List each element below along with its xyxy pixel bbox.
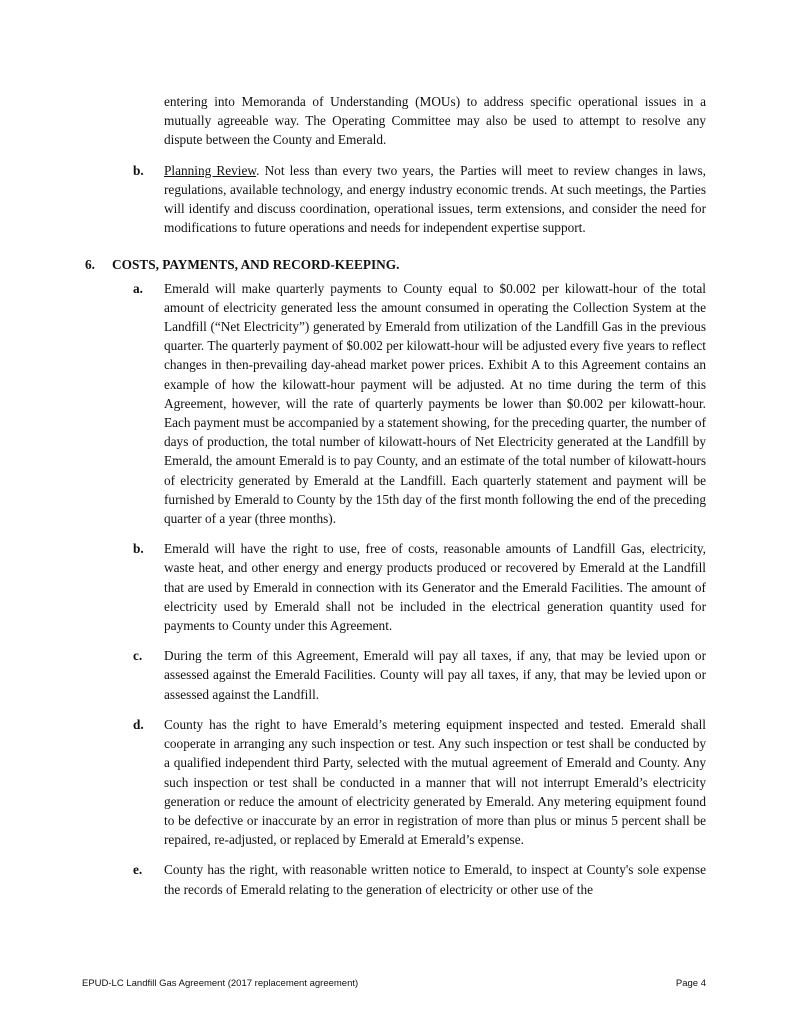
footer-title: EPUD-LC Landfill Gas Agreement (2017 replacement agreement) xyxy=(82,978,359,989)
item-text: . Not less than every two years, the Parties will meet to review changes in laws, regulations, available technology, and energy industry economic trends. At such meetings, the Parties will identify and discuss coordination, operational issues, term extensions, and consider the need for modifications to future operations and needs for independent expertise support. xyxy=(164,162,706,236)
section-number: 6. xyxy=(85,257,95,273)
section-6d xyxy=(133,715,706,849)
item-text: Emerald will have the right to use, free of costs, reasonable amounts of Landfill Gas, electricity, waste heat, and other energy and energy products produced or recovered by Emerald at the Landfill that are used by Emerald in connection with its Generator and the Emerald Facilities. The amount of electricity used by Emerald shall not be included in the electrical generation quantity used for payments to County under this Agreement. xyxy=(164,541,706,634)
item-title: Planning Review xyxy=(164,162,257,178)
item-text: County has the right, with reasonable written notice to Emerald, to inspect at County's sole expense the records of Emerald relating to the generation of electricity or other use of the xyxy=(164,862,706,897)
item-text: Emerald will make quarterly payments to County equal to $0.002 per kilowatt-hour of the total amount of electricity generated less the amount consumed in operating the Collection System at the Landfill (“Net Electricity”) generated by Emerald from utilization of the Landfill Gas in the previous quarter. The quarterly payment of $0.002 per kilowatt-hour will be adjusted every five years to reflect changes in then-prevailing day-ahead market power prices. Exhibit A to this Agreement contains an example of how the kilowatt-hour payment will be adjusted. At no time during the term of this Agreement, however, will the rate of quarterly payments be lower than $0.002 per kilowatt-hour. Each payment must be accompanied by a statement showing, for the preceding quarter, the number of days of production, the total number of kilowatt-hours of Net Electricity generated at the Landfill by Emerald, the amount Emerald is to pay County, and an estimate of the total number of kilowatt-hours of electricity generated by Emerald at the Landfill. Each quarterly statement and payment will be furnished by Emerald to County by the 15th day of the first month following the end of the preceding quarter of a year (three months). xyxy=(164,280,706,527)
item-label: a. xyxy=(133,280,143,296)
item-label: e. xyxy=(133,862,143,878)
section-6a xyxy=(133,279,706,529)
section-6b xyxy=(133,539,706,635)
continuation-paragraph: entering into Memoranda of Understanding (MOUs) to address specific operational issues in a mutually agreeable way. The Operating Committee may also be used to attempt to resolve any dispute between the County and Emerald. xyxy=(164,94,706,148)
section-6-heading xyxy=(85,255,800,274)
item-label: b. xyxy=(133,541,144,557)
item-label: b. xyxy=(133,162,144,178)
item-label: d. xyxy=(133,716,144,732)
section-6c xyxy=(133,646,706,704)
section-6e xyxy=(133,860,706,898)
page-footer xyxy=(82,974,706,993)
item-label: c. xyxy=(133,648,143,664)
section-5b xyxy=(133,161,706,238)
section-title: COSTS, PAYMENTS, AND RECORD-KEEPING. xyxy=(112,257,400,273)
item-text: County has the right to have Emerald’s metering equipment inspected and tested. Emerald shall cooperate in arranging any such inspection or test. Any such inspection or test shall be conducted by a qualified independent third Party, selected with the mutual agreement of Emerald and County. Any such inspection or test shall be conducted in a manner that will not interrupt Emerald’s electricity generation or reduce the amount of electricity generated by Emerald. Any metering equipment found to be defective or inaccurate by an error in registration of more than plus or minus 5 percent shall be repaired, re-adjusted, or replaced by Emerald at Emerald’s expense. xyxy=(164,716,706,848)
page-number: Page 4 xyxy=(675,978,706,989)
item-text: During the term of this Agreement, Emerald will pay all taxes, if any, that may be levied upon or assessed against the Emerald Facilities. County will pay all taxes, if any, that may be levied upon or assessed against the Landfill. xyxy=(164,648,706,702)
document-page xyxy=(0,92,800,910)
